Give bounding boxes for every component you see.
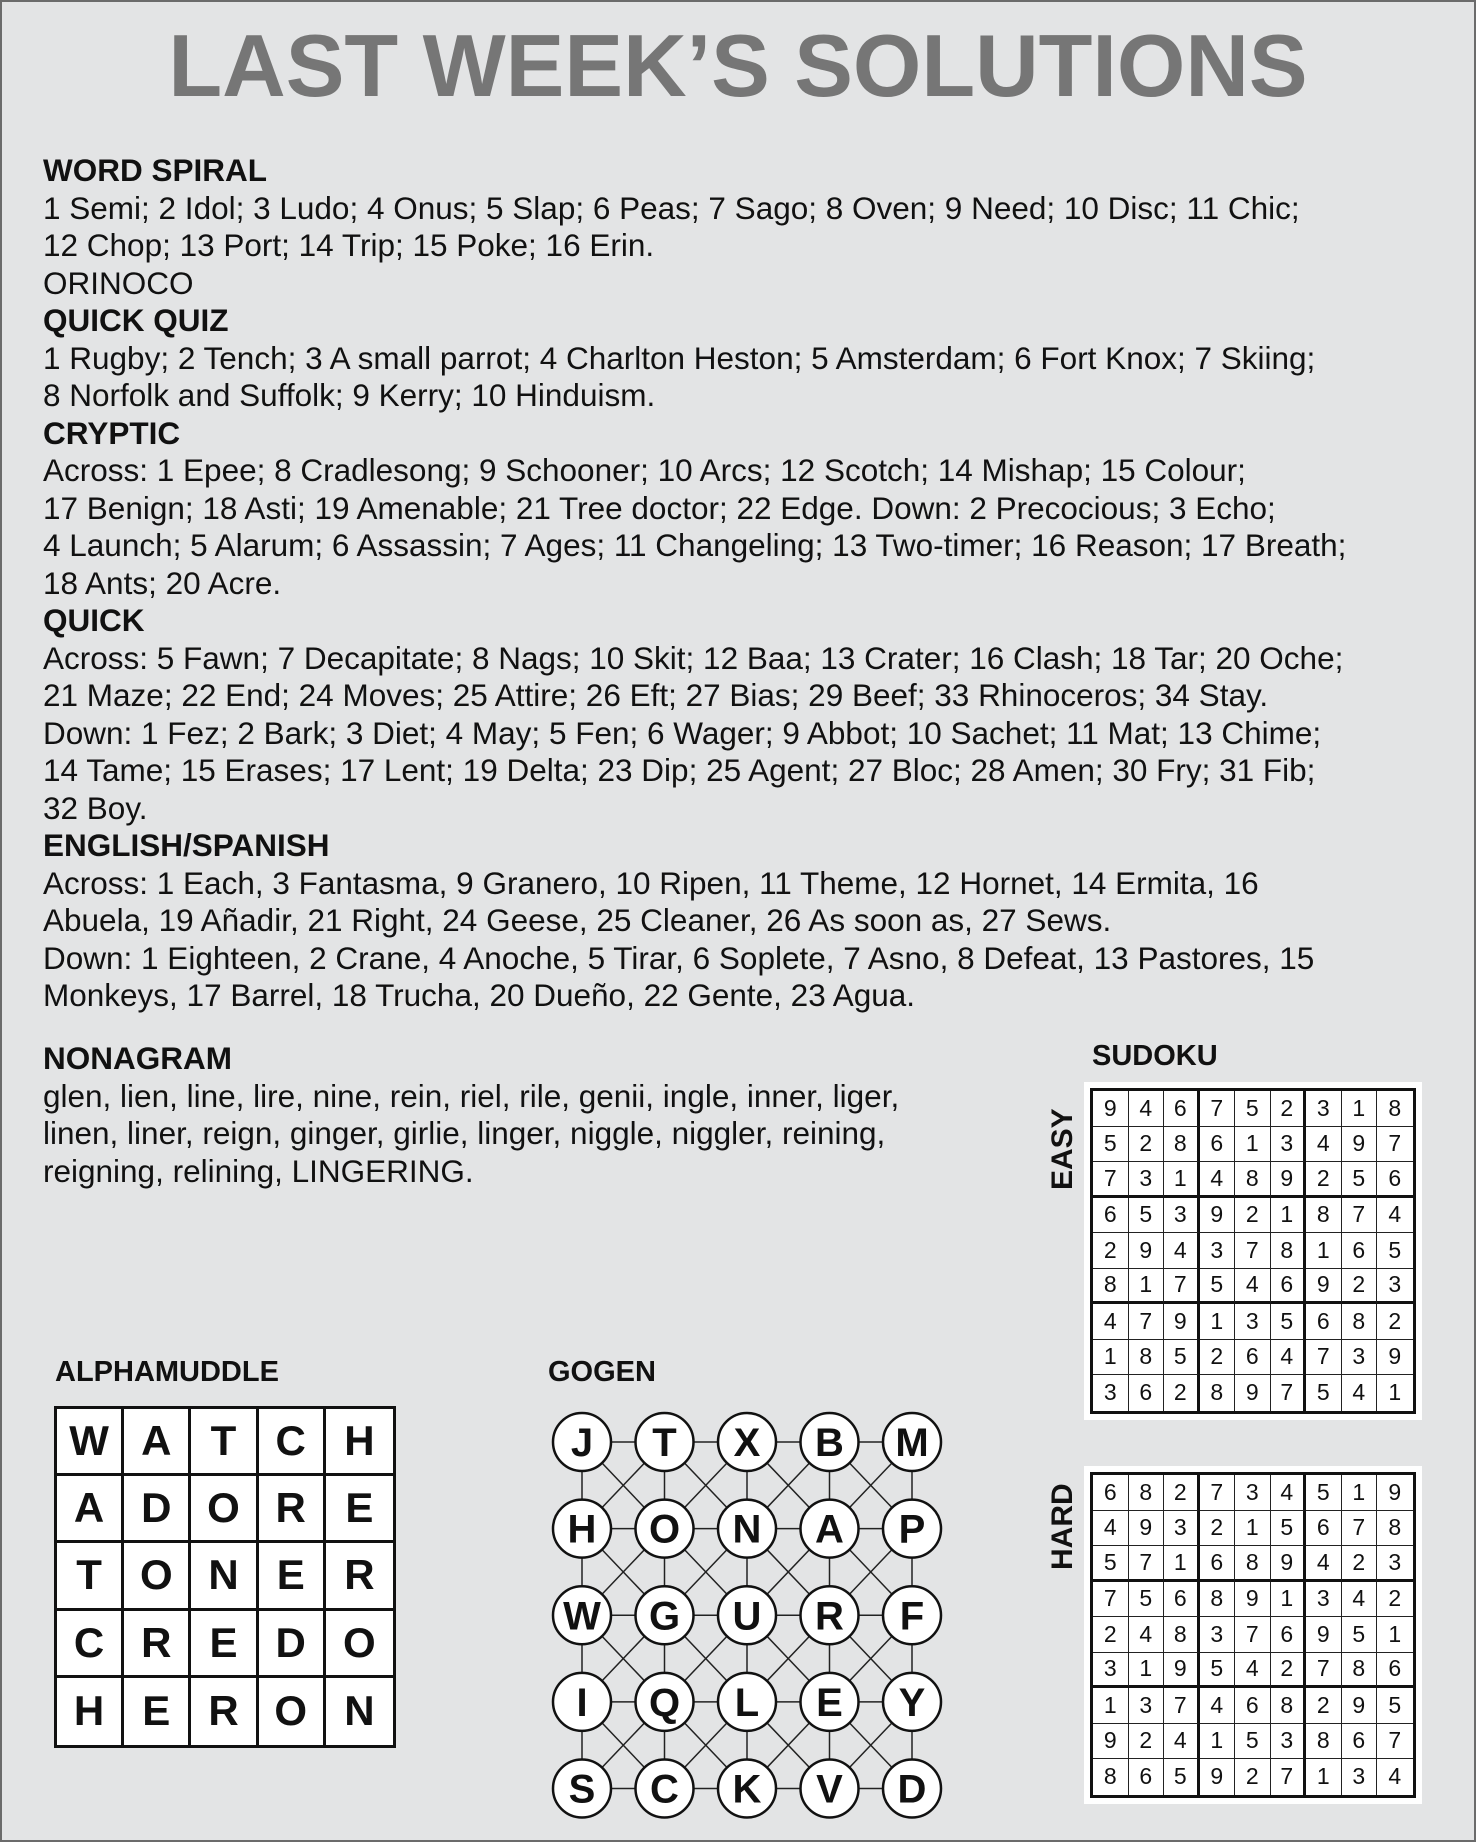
sudoku-hard-grid — [1090, 1472, 1416, 1798]
nonagram-section — [43, 1040, 899, 1190]
sudoku-cell: 1 — [1388, 1379, 1402, 1406]
gogen-letter: X — [733, 1421, 761, 1465]
sudoku-cell: 6 — [1306, 1304, 1342, 1340]
sudoku-cell: 7 — [1235, 1233, 1271, 1269]
sudoku-cell: 2 — [1377, 1582, 1413, 1618]
sudoku-cell: 7 — [1377, 1724, 1413, 1760]
section-line: Abuela, 19 Añadir, 21 Right, 24 Geese, 25 Cleaner, 26 As soon as, 27 Sews. — [43, 902, 1112, 938]
sudoku-cell: 9 — [1342, 1127, 1378, 1163]
sudoku-cell: 3 — [1271, 1724, 1307, 1760]
sudoku-cell: 2 — [1342, 1546, 1378, 1582]
sudoku-easy-panel — [1084, 1082, 1422, 1420]
gogen-letter: B — [815, 1421, 844, 1465]
gogen-letter: Q — [648, 1680, 681, 1725]
sudoku-cell: 9 — [1271, 1162, 1307, 1198]
sudoku-cell: 6 — [1342, 1233, 1378, 1269]
nonagram-line: glen, lien, line, lire, nine, rein, riel, rile, genii, ingle, inner, liger, — [43, 1077, 900, 1114]
sudoku-cell: 9 — [1093, 1724, 1129, 1760]
section-heading: WORD SPIRAL — [43, 152, 267, 188]
sudoku-cell: 8 — [1306, 1724, 1342, 1760]
sudoku-cell: 6 — [1093, 1475, 1129, 1511]
sudoku-cell: 2 — [1306, 1688, 1342, 1724]
sudoku-cell: 3 — [1129, 1162, 1165, 1198]
section-line: 14 Tame; 15 Erases; 17 Lent; 19 Delta; 23 Dip; 25 Agent; 27 Bloc; 28 Amen; 30 Fry; 31 Fib; — [43, 752, 1316, 788]
sudoku-cell: 3 — [1306, 1582, 1342, 1618]
sudoku-cell: 5 — [1200, 1269, 1236, 1305]
sudoku-cell: 7 — [1200, 1475, 1236, 1511]
alphamuddle-cell: R — [191, 1678, 258, 1745]
alphamuddle-cell: E — [191, 1611, 258, 1678]
sudoku-cell: 1 — [1235, 1511, 1271, 1547]
sudoku-cell: 8 — [1093, 1759, 1129, 1795]
sudoku-cell: 6 — [1235, 1340, 1271, 1376]
section-line: 17 Benign; 18 Asti; 19 Amenable; 21 Tree doctor; 22 Edge. Down: 2 Precocious; 3 Echo; — [43, 489, 1276, 526]
sudoku-cell: 9 — [1200, 1759, 1236, 1795]
sudoku-cell: 1 — [1200, 1304, 1236, 1340]
sudoku-cell: 1 — [1200, 1724, 1236, 1760]
sudoku-cell: 5 — [1342, 1162, 1378, 1198]
alphamuddle-cell: H — [57, 1678, 124, 1745]
alphamuddle-cell: T — [57, 1543, 124, 1610]
sudoku-cell: 4 — [1235, 1269, 1271, 1305]
alphamuddle-cell: T — [191, 1409, 258, 1476]
alphamuddle-cell: O — [124, 1543, 191, 1610]
sudoku-hard-panel — [1084, 1466, 1422, 1804]
sudoku-cell: 8 — [1129, 1475, 1165, 1511]
section-line: Monkeys, 17 Barrel, 18 Trucha, 20 Dueño, 22 Gente, 23 Agua. — [43, 977, 916, 1013]
alphamuddle-cell: W — [57, 1409, 124, 1476]
sudoku-cell: 2 — [1271, 1653, 1307, 1689]
sudoku-cell: 7 — [1164, 1269, 1200, 1305]
sudoku-cell: 7 — [1093, 1162, 1129, 1198]
gogen-letter: U — [732, 1594, 762, 1639]
sudoku-cell: 7 — [1129, 1304, 1165, 1340]
solutions-list — [43, 152, 1443, 1015]
sudoku-cell: 1 — [1377, 1617, 1413, 1653]
sudoku-cell: 4 — [1200, 1162, 1236, 1198]
sudoku-cell: 7 — [1306, 1653, 1342, 1689]
sudoku-cell: 8 — [1164, 1617, 1200, 1653]
alphamuddle-cell: O — [191, 1476, 258, 1543]
nonagram-line: reigning, relining, LINGERING. — [43, 1152, 474, 1189]
sudoku-cell: 4 — [1200, 1688, 1236, 1724]
sudoku-cell: 1 — [1164, 1162, 1200, 1198]
sudoku-cell: 2 — [1093, 1617, 1129, 1653]
gogen-heading: GOGEN — [548, 1356, 656, 1388]
sudoku-cell: 7 — [1271, 1375, 1307, 1411]
sudoku-cell: 1 — [1271, 1582, 1307, 1618]
section-line: 1 Semi; 2 Idol; 3 Ludo; 4 Onus; 5 Slap; 6 Peas; 7 Sago; 8 Oven; 9 Need; 10 Disc; 11 Chic; — [43, 189, 1300, 226]
alphamuddle-cell: H — [326, 1409, 393, 1476]
sudoku-cell: 5 — [1377, 1233, 1413, 1269]
sudoku-cell: 5 — [1093, 1546, 1129, 1582]
sudoku-cell: 2 — [1164, 1475, 1200, 1511]
sudoku-cell: 3 — [1200, 1617, 1236, 1653]
section-line: 1 Rugby; 2 Tench; 3 A small parrot; 4 Charlton Heston; 5 Amsterdam; 6 Fort Knox; 7 Skiing; — [43, 339, 1316, 376]
sudoku-cell: 6 — [1271, 1269, 1307, 1305]
section-line: 4 Launch; 5 Alarum; 6 Assassin; 7 Ages; 11 Changeling; 13 Two-timer; 16 Reason; 17 Breath; — [43, 527, 1347, 563]
sudoku-cell: 1 — [1164, 1546, 1200, 1582]
section-line: Down: 1 Eighteen, 2 Crane, 4 Anoche, 5 Tirar, 6 Soplete, 7 Asno, 8 Defeat, 13 Pastores, 15 — [43, 939, 1315, 976]
sudoku-cell: 3 — [1271, 1127, 1307, 1163]
sudoku-cell: 9 — [1377, 1475, 1413, 1511]
sudoku-cell: 1 — [1235, 1127, 1271, 1163]
section-line: Across: 1 Each, 3 Fantasma, 9 Granero, 10 Ripen, 11 Theme, 12 Hornet, 14 Ermita, 16 — [43, 864, 1259, 901]
sudoku-cell: 4 — [1388, 1763, 1402, 1790]
gogen-letter: P — [898, 1507, 926, 1552]
section-line: 8 Norfolk and Suffolk; 9 Kerry; 10 Hinduism. — [43, 377, 656, 413]
sudoku-cell: 5 — [1235, 1724, 1271, 1760]
gogen-letter: R — [815, 1594, 844, 1639]
section-line: Down: 1 Fez; 2 Bark; 3 Diet; 4 May; 5 Fen; 6 Wager; 9 Abbot; 10 Sachet; 11 Mat; 13 Chime; — [43, 714, 1322, 751]
sudoku-cell: 5 — [1164, 1340, 1200, 1376]
gogen-letter: K — [732, 1767, 762, 1812]
sudoku-cell: 4 — [1164, 1724, 1200, 1760]
alphamuddle-cell: A — [57, 1476, 124, 1543]
sudoku-hard-label: HARD — [1046, 1483, 1079, 1570]
gogen-letter: J — [570, 1421, 594, 1465]
sudoku-cell: 9 — [1235, 1582, 1271, 1618]
alphamuddle-cell: O — [259, 1678, 326, 1745]
alphamuddle-cell: E — [326, 1476, 393, 1543]
sudoku-cell: 9 — [1200, 1198, 1236, 1234]
sudoku-cell: 6 — [1342, 1724, 1378, 1760]
sudoku-cell: 8 — [1377, 1511, 1413, 1547]
sudoku-cell: 2 — [1129, 1127, 1165, 1163]
section-line: ORINOCO — [43, 264, 194, 301]
sudoku-cell: 7 — [1306, 1340, 1342, 1376]
sudoku-cell: 3 — [1306, 1091, 1342, 1127]
sudoku-cell: 6 — [1306, 1511, 1342, 1547]
alphamuddle-grid — [54, 1406, 396, 1748]
page-title: LAST WEEK’S SOLUTIONS — [168, 16, 1308, 115]
section-heading: QUICK QUIZ — [43, 302, 229, 338]
sudoku-cell: 9 — [1129, 1511, 1165, 1547]
gogen-letter: G — [648, 1594, 681, 1639]
alphamuddle-cell: R — [124, 1611, 191, 1678]
sudoku-cell: 9 — [1306, 1617, 1342, 1653]
section-line: 12 Chop; 13 Port; 14 Trip; 15 Poke; 16 Erin. — [43, 227, 655, 263]
sudoku-cell: 7 — [1271, 1759, 1307, 1795]
gogen-letter: L — [734, 1680, 760, 1725]
sudoku-cell: 8 — [1200, 1582, 1236, 1618]
sudoku-cell: 3 — [1164, 1198, 1200, 1234]
gogen-letter: F — [899, 1594, 925, 1639]
sudoku-cell: 2 — [1271, 1091, 1307, 1127]
sudoku-cell: 4 — [1093, 1511, 1129, 1547]
alphamuddle-cell: O — [326, 1611, 393, 1678]
sudoku-cell: 2 — [1377, 1304, 1413, 1340]
sudoku-cell: 9 — [1306, 1269, 1342, 1305]
sudoku-cell: 3 — [1377, 1269, 1413, 1305]
sudoku-cell: 7 — [1164, 1688, 1200, 1724]
sudoku-cell: 5 — [1342, 1617, 1378, 1653]
gogen-letter: I — [576, 1680, 588, 1725]
sudoku-cell: 1 — [1342, 1091, 1378, 1127]
gogen-letter: A — [815, 1507, 844, 1552]
alphamuddle-cell: D — [259, 1611, 326, 1678]
gogen-letter: O — [648, 1507, 681, 1552]
sudoku-cell: 6 — [1377, 1162, 1413, 1198]
sudoku-cell: 5 — [1271, 1304, 1307, 1340]
sudoku-cell: 2 — [1164, 1375, 1200, 1411]
gogen-letter: D — [897, 1767, 927, 1812]
alphamuddle-cell: A — [124, 1409, 191, 1476]
sudoku-cell: 6 — [1164, 1582, 1200, 1618]
sudoku-cell: 1 — [1129, 1653, 1165, 1689]
section-line: 21 Maze; 22 End; 24 Moves; 25 Attire; 26 Eft; 27 Bias; 29 Beef; 33 Rhinoceros; 34 Stay. — [43, 677, 1269, 713]
sudoku-cell: 2 — [1342, 1269, 1378, 1305]
section-line: 18 Ants; 20 Acre. — [43, 564, 282, 601]
sudoku-cell: 8 — [1271, 1688, 1307, 1724]
sudoku-cell: 1 — [1271, 1198, 1307, 1234]
gogen-letter: T — [652, 1421, 677, 1465]
gogen-letter: H — [567, 1507, 597, 1552]
sudoku-cell: 9 — [1271, 1546, 1307, 1582]
sudoku-cell: 1 — [1306, 1233, 1342, 1269]
sudoku-cell: 8 — [1235, 1546, 1271, 1582]
sudoku-easy-label: EASY — [1046, 1108, 1079, 1190]
sudoku-cell: 2 — [1200, 1511, 1236, 1547]
section-heading: CRYPTIC — [43, 414, 181, 451]
sudoku-cell: 3 — [1129, 1688, 1165, 1724]
sudoku-cell: 5 — [1306, 1475, 1342, 1511]
sudoku-cell: 3 — [1164, 1511, 1200, 1547]
sudoku-cell: 8 — [1164, 1127, 1200, 1163]
alphamuddle-cell: R — [259, 1476, 326, 1543]
sudoku-heading: SUDOKU — [1092, 1040, 1218, 1072]
sudoku-cell: 5 — [1200, 1653, 1236, 1689]
sudoku-cell: 8 — [1377, 1091, 1413, 1127]
sudoku-cell: 5 — [1377, 1688, 1413, 1724]
gogen-letter: C — [650, 1767, 679, 1812]
sudoku-cell: 1 — [1093, 1688, 1129, 1724]
sudoku-cell: 5 — [1129, 1582, 1165, 1618]
sudoku-cell: 6 — [1200, 1546, 1236, 1582]
alphamuddle-cell: N — [326, 1678, 393, 1745]
sudoku-cell: 6 — [1129, 1759, 1165, 1795]
gogen-letter: V — [816, 1767, 843, 1812]
sudoku-cell: 7 — [1377, 1127, 1413, 1163]
nonagram-line: linen, liner, reign, ginger, girlie, linger, niggle, niggler, reining, — [43, 1115, 886, 1151]
sudoku-cell: 9 — [1342, 1688, 1378, 1724]
sudoku-cell: 2 — [1235, 1759, 1271, 1795]
section-heading: ENGLISH/SPANISH — [43, 827, 330, 863]
sudoku-cell: 3 — [1200, 1233, 1236, 1269]
alphamuddle-cell: C — [259, 1409, 326, 1476]
sudoku-cell: 3 — [1377, 1546, 1413, 1582]
sudoku-cell: 9 — [1377, 1340, 1413, 1376]
sudoku-cell: 4 — [1271, 1475, 1307, 1511]
gogen-letter: S — [568, 1767, 596, 1812]
sudoku-cell: 9 — [1164, 1653, 1200, 1689]
sudoku-cell: 3 — [1342, 1759, 1378, 1795]
sudoku-cell: 4 — [1164, 1233, 1200, 1269]
sudoku-cell: 5 — [1306, 1375, 1342, 1411]
sudoku-cell: 9 — [1235, 1375, 1271, 1411]
alphamuddle-heading: ALPHAMUDDLE — [55, 1356, 279, 1388]
section-line: Across: 5 Fawn; 7 Decapitate; 8 Nags; 10 Skit; 12 Baa; 13 Crater; 16 Clash; 18 Tar; 20 Oche; — [43, 639, 1344, 676]
sudoku-cell: 7 — [1342, 1511, 1378, 1547]
sudoku-cell: 3 — [1093, 1375, 1129, 1411]
sudoku-cell: 7 — [1129, 1546, 1165, 1582]
alphamuddle-cell: C — [57, 1611, 124, 1678]
sudoku-cell: 6 — [1093, 1198, 1129, 1234]
sudoku-cell: 8 — [1342, 1653, 1378, 1689]
alphamuddle-cell: D — [124, 1476, 191, 1543]
sudoku-cell: 2 — [1093, 1233, 1129, 1269]
sudoku-cell: 5 — [1129, 1198, 1165, 1234]
section-line: 32 Boy. — [43, 789, 148, 826]
sudoku-cell: 6 — [1271, 1617, 1307, 1653]
sudoku-cell: 4 — [1377, 1198, 1413, 1234]
sudoku-cell: 8 — [1235, 1162, 1271, 1198]
sudoku-cell: 9 — [1164, 1304, 1200, 1340]
sudoku-cell: 7 — [1235, 1617, 1271, 1653]
alphamuddle-cell: E — [124, 1678, 191, 1745]
sudoku-cell: 8 — [1093, 1269, 1129, 1305]
sudoku-cell: 8 — [1200, 1375, 1236, 1411]
alphamuddle-cell: R — [326, 1543, 393, 1610]
sudoku-cell: 6 — [1164, 1091, 1200, 1127]
alphamuddle-cell: N — [191, 1543, 258, 1610]
sudoku-cell: 8 — [1129, 1340, 1165, 1376]
sudoku-cell: 5 — [1164, 1759, 1200, 1795]
sudoku-cell: 6 — [1377, 1653, 1413, 1689]
sudoku-cell: 3 — [1093, 1653, 1129, 1689]
sudoku-cell: 1 — [1129, 1269, 1165, 1305]
sudoku-cell: 7 — [1093, 1582, 1129, 1618]
sudoku-cell: 3 — [1342, 1340, 1378, 1376]
sudoku-cell: 4 — [1306, 1127, 1342, 1163]
sudoku-cell: 2 — [1235, 1198, 1271, 1234]
sudoku-cell: 4 — [1271, 1340, 1307, 1376]
sudoku-cell: 4 — [1129, 1617, 1165, 1653]
sudoku-cell: 6 — [1200, 1127, 1236, 1163]
sudoku-cell: 8 — [1271, 1233, 1307, 1269]
sudoku-cell: 1 — [1306, 1759, 1342, 1795]
section-heading: QUICK — [43, 602, 145, 638]
sudoku-cell: 5 — [1093, 1127, 1129, 1163]
sudoku-cell: 1 — [1342, 1475, 1378, 1511]
gogen-letter: M — [895, 1421, 929, 1465]
sudoku-cell: 4 — [1342, 1582, 1378, 1618]
sudoku-cell: 2 — [1306, 1162, 1342, 1198]
sudoku-cell: 2 — [1129, 1724, 1165, 1760]
sudoku-cell: 3 — [1235, 1304, 1271, 1340]
sudoku-easy-grid — [1090, 1088, 1416, 1414]
sudoku-cell: 7 — [1200, 1091, 1236, 1127]
gogen-letter: Y — [898, 1680, 926, 1725]
nonagram-heading: NONAGRAM — [43, 1040, 232, 1076]
sudoku-cell: 7 — [1342, 1198, 1378, 1234]
sudoku-cell: 4 — [1306, 1546, 1342, 1582]
sudoku-cell: 4 — [1093, 1304, 1129, 1340]
gogen-letter: N — [732, 1507, 762, 1552]
gogen-letter: E — [816, 1680, 843, 1725]
alphamuddle-cell: E — [259, 1543, 326, 1610]
sudoku-cell: 8 — [1342, 1304, 1378, 1340]
sudoku-cell: 9 — [1129, 1233, 1165, 1269]
gogen-letter: W — [563, 1594, 601, 1639]
sudoku-cell: 3 — [1235, 1475, 1271, 1511]
sudoku-cell: 9 — [1093, 1091, 1129, 1127]
gogen-grid — [542, 1398, 962, 1838]
sudoku-cell: 4 — [1342, 1375, 1378, 1411]
sudoku-cell: 5 — [1271, 1511, 1307, 1547]
sudoku-cell: 4 — [1235, 1653, 1271, 1689]
sudoku-cell: 4 — [1129, 1091, 1165, 1127]
sudoku-cell: 1 — [1093, 1340, 1129, 1376]
sudoku-cell: 6 — [1129, 1375, 1165, 1411]
sudoku-cell: 2 — [1200, 1340, 1236, 1376]
section-line: Across: 1 Epee; 8 Cradlesong; 9 Schooner; 10 Arcs; 12 Scotch; 14 Mishap; 15 Colour; — [43, 452, 1246, 488]
sudoku-cell: 8 — [1306, 1198, 1342, 1234]
sudoku-cell: 6 — [1235, 1688, 1271, 1724]
sudoku-cell: 5 — [1235, 1091, 1271, 1127]
